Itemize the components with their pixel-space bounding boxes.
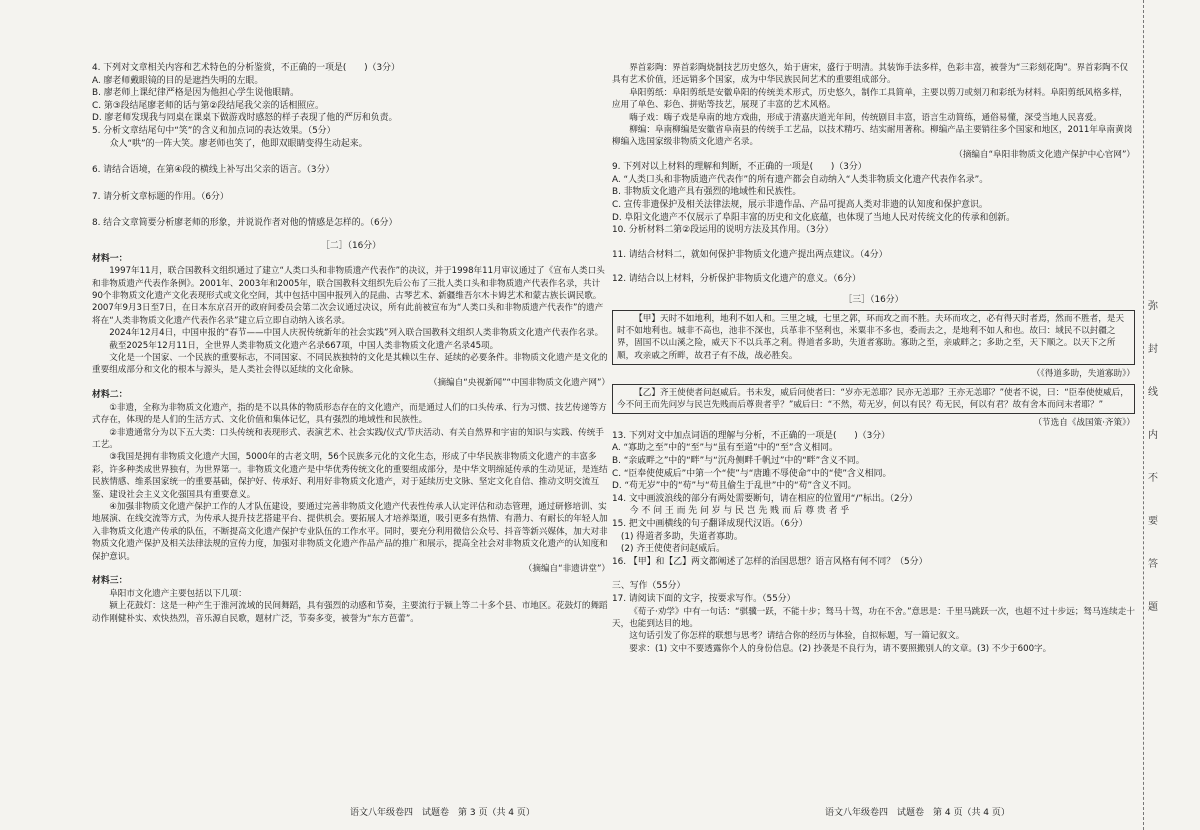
binding-label [1148, 285, 1162, 629]
material-1-title: 材料一： [92, 253, 128, 264]
question-4-stem: 4. 下列对文章相关内容和艺术特色的分析鉴赏，不正确的一项是( )（3分） [92, 63, 400, 73]
material-3-title: 材料三： [92, 576, 128, 587]
binding-char: 题 [1148, 602, 1158, 613]
question-17-quote: 《荀子·劝学》中有一句话：“骐骥一跃，不能十步；驽马十驾，功在不舍。”意思是：千里马跳跃一次，也超不过十步远；驽马连续走十天，也能到达目的地。 [612, 606, 1135, 629]
section-2-title: ［二］（16分） [320, 240, 382, 251]
option-c: C. 宣传非遗保护及相关法律法规，展示非遗作品、产品可提高人类对非遗的认知度和保护意识。 [612, 200, 988, 211]
option-d: D. 廖老师发现我与同桌在课桌下做游戏时感怒的样子表现了他的严厉和负责。 [92, 113, 398, 124]
option-a: A. “寡助之至”中的“至”与“虽有至道”中的“至”含义相同。 [612, 443, 838, 454]
question-15-item: (2) 齐王使使者问赵威后。 [620, 544, 726, 555]
material-3-para: 颍上花鼓灯：这是一种产生于淮河流域的民间舞蹈，具有强烈的动感和节奏，主要流行于颍上等二十多个县、市地区。花鼓灯的舞蹈动作刚健朴实、欢快热烈，音乐源自民歌，题材广泛，节奏多变，被誉为“东方芭蕾”。 [92, 601, 608, 624]
material-1-para: 2024年12月4日，中国申报的“春节——中国人庆祝传统新年的社会实践”列入联合国教科文组织人类非物质文化遗产代表作名录。 [109, 328, 604, 339]
binding-line [1143, 0, 1145, 830]
question-15-stem: 15. 把文中画横线的句子翻译成现代汉语。（6分） [612, 519, 808, 529]
option-b: B. “亲戚畔之”中的“畔”与“沉舟侧畔千帆过”中的“畔”含义不同。 [612, 456, 865, 467]
option-b: B. 廖老师上课纪律严格是因为他担心学生说他眼睛。 [92, 88, 299, 99]
question-12: 12. 请结合以上材料，分析保护非物质文化遗产的意义。（6分） [612, 274, 861, 285]
material-1-source: （摘编自“央视新闻”“中国非物质文化遗产网”） [428, 377, 610, 388]
question-16: 16. 【甲】和【乙】两文都阐述了怎样的治国思想？语言风格有何不同？（5分） [612, 556, 928, 567]
question-5-text: 众人“哄”的一阵大笑。廖老师也笑了，他即双眼睛变得生动起来。 [109, 138, 368, 149]
material-2-para: ①非遗，全称为非物质文化遗产，指的是不以具体的物质形态存在的文化遗产，而是通过人们的口头传承、行为习惯、技艺传递等方式存在，体现的是人们的生活方式、文化价值和集体记忆，具有强烈的地域性和民族性。 [92, 402, 607, 426]
text-jia-source: （《得道多助，失道寡助》） [1031, 369, 1135, 380]
material-3-para: 阜阳市文化遗产主要包括以下几项： [109, 589, 247, 600]
writing-section-title: 三、写作（55分） [612, 581, 686, 592]
material-3-para: 嗨子戏：嗨子戏是阜南的地方戏曲，形成于清嘉庆道光年间，传统剧目丰富，语言生动简练，通俗易懂，深受当地人民喜爱。 [629, 112, 1102, 123]
section-3-title: ［三］（16分） [843, 295, 904, 305]
question-10: 10. 分析材料二第②段运用的说明方法及其作用。（3分） [612, 225, 834, 236]
left-footer: 语文八年级卷四 试题卷 第 3 页（共 4 页） [350, 808, 535, 818]
text-jia: 【甲】天时不如地利，地利不如人和。三里之城，七里之郭，环而攻之而不胜。夫环而攻之，必有得天时者焉，然而不胜者，是天时不如地利也。城非不高也，池非不深也，兵革非不坚利也，米粟非不多也，委而去之，是地利不如人和也。故曰：域民不以封疆之界，固国不以山溪之险，威天下不以兵革之利。得道者多助，失道者寡助。寡助之至，亲戚畔之；多助之至，天下顺之。以天下之所顺，攻亲戚之所畔，故君子有不战，战必胜矣。 [617, 313, 1125, 361]
material-3-para: 柳编：阜南柳编是安徽省阜南县的传统手工艺品，以技术精巧、结实耐用著称。柳编产品主要销往多个国家和地区，2011年阜南黄岗柳编入选国家级非物质文化遗产名录。 [612, 125, 1133, 148]
question-5-stem: 5. 分析文章结尾句中“笑”的含义和加点词的表达效果。（5分） [92, 125, 336, 136]
question-15-item: (1) 得道者多助，失道者寡助。 [620, 531, 743, 542]
option-d: D. 阜阳文化遗产不仅展示了阜阳丰富的历史和文化底蕴，也体现了当地人民对传统文化的传承和创新。 [612, 212, 1015, 223]
option-d: D. “苟无岁”中的“苟”与“苟且偷生于乱世”中的“苟”含义不同。 [612, 481, 857, 492]
option-c: C. 第③段结尾廖老师的话与第②段结尾我父亲的话相照应。 [92, 100, 324, 111]
question-17-stem: 17. 请阅读下面的文字，按要求写作。（55分） [612, 593, 796, 604]
question-13-stem: 13. 下列对文中加点词语的理解与分析，不正确的一项是( )（3分） [612, 430, 891, 441]
option-a: A. “人类口头和非物质遗产代表作”的所有遗产都会自动纳入“人类非物质文化遗产代表作名录”。 [612, 174, 989, 185]
left-page [92, 62, 610, 830]
material-2-source: （摘编自“非遗讲堂”） [523, 564, 610, 575]
question-17-requirements: 要求：(1) 文中不要透露你个人的身份信息。(2) 抄袭是不良行为，请不要照搬别人的文章。(3) 不少于600字。 [629, 643, 1052, 654]
option-b: B. 非物质文化遗产具有强烈的地域性和民族性。 [612, 187, 802, 198]
right-page [612, 62, 1135, 830]
binding-char: 内 [1148, 430, 1158, 441]
question-6: 6. 请结合语境，在第④段的横线上补写出父亲的语言。（3分） [92, 165, 335, 176]
question-14-text: 今 不 问 王 而 先 问 岁 与 民 岂 先 贱 而 后 尊 贵 者 乎 [629, 506, 850, 517]
option-c: C. “臣奉使使威后”中第一个“使”与“唐雎不辱使命”中的“使”含义相同。 [612, 468, 892, 479]
question-17-prompt: 这句话引发了你怎样的联想与思考？请结合你的经历与体验，自拟标题，写一篇记叙文。 [629, 631, 965, 642]
text-yi-source: （节选自《战国策·齐策》） [1033, 418, 1135, 429]
binding-char: 弥 [1148, 301, 1158, 312]
text-jia-box [612, 310, 1135, 366]
option-a: A. 廖老师戴眼镜的目的是遮挡失明的左眼。 [92, 75, 264, 86]
material-2-title: 材料二： [92, 390, 128, 401]
material-1-para: 1997年11月，联合国教科文组织通过了建立“人类口头和非物质遗产代表作”的决议，并于1998年11月审议通过了《宣布人类口头和非物质遗产代表作条例》。2001年、2003年和2005年，联合国教科文组织先后公布了三批人类口头和非物质遗产代表作名录，共计90个非物质文化遗产文化表现形式或文化空间，其中包括中国申报列入的昆曲、古琴艺术、新疆维吾尔木卡姆艺术和蒙古族长调民歌。2007年9月3日至7日，在日本东京召开的政府间委员会第二次会议通过决议，所有此前被宣布为“人类口头和非物质遗产代表作”的遗产将在“人类非物质文化遗产代表作名录”建立后立即自动纳入该名录。 [92, 266, 605, 326]
material-3-para: 界首彩陶：界首彩陶烧制技艺历史悠久，始于唐宋，盛行于明清。其装饰手法多样，色彩丰富，被誉为“三彩刻花陶”。界首彩陶不仅具有艺术价值，还远销多个国家，成为中华民族民间艺术的重要组成部分。 [612, 63, 1128, 86]
material-2-para: ②非遗通常分为以下五大类：口头传统和表现形式、表演艺术、社会实践/仪式/节庆活动、有关自然界和宇宙的知识与实践、传统手工艺。 [92, 427, 604, 450]
material-2-para: ④加强非物质文化遗产保护工作的人才队伍建设，要通过完善非物质文化遗产代表性传承人认定评估和动态管理，通过研修培训、实地展演、在线交流等方式，为传承人提升技艺搭建平台、提供机会。要拓展人才培养渠道，吸引更多有热情、有潜力、有耐长的年轻人加入非物质文化遗产传承的队伍，不断提高文化遗产保护专业队伍的工作水平。同时，要充分利用微信公众号、抖音等新兴媒体，加大对非物质文化遗产保护及相关法律法规的宣传力度，加强对非物质文化遗产作品产品的推广和展示，提高全社会对非物质文化遗产的认知度和保护意识。 [92, 502, 608, 562]
binding-char: 答 [1148, 559, 1158, 570]
text-yi: 【乙】齐王使使者问赵威后。书未发，威后问使者曰：“岁亦无恙耶？民亦无恙耶？王亦无恙耶？”使者不说，曰：“臣奉使使威后，今不问王而先问岁与民岂先贱而后尊贵者乎？”威后曰：“不然，苟无岁，何以有民？苟无民，何以有君？故有舍本而问末者耶？” [617, 387, 1129, 411]
binding-char: 不 [1148, 473, 1158, 484]
material-2-para: ③我国是拥有非物质文化遗产大国，5000年的古老文明，56个民族多元化的文化生态，形成了中华民族非物质文化遗产的丰富多彩，许多种类成世界独有，为世界第一。非物质文化遗产是中华优秀传统文化的重要组成部分，是中华文明绵延传承的生动见证，是连结民族情感、维系国家统一的重要基础，保护好、传承好、利用好非物质文化遗产，对于延续历史文脉、坚定文化自信、推动文明交流互鉴、建设社会主义文化强国具有重要意义。 [92, 452, 608, 500]
question-8: 8. 结合文章简要分析廖老师的形象，并说说作者对他的情感是怎样的。（6分） [92, 218, 398, 229]
question-9-stem: 9. 下列对以上材料的理解和判断，不正确的一项是( )（3分） [612, 162, 867, 173]
right-footer: 语文八年级卷四 试题卷 第 4 页（共 4 页） [825, 808, 1010, 818]
question-11: 11. 请结合材料二，就如何保护非物质文化遗产提出两点建议。（4分） [612, 249, 888, 260]
binding-char: 封 [1148, 344, 1158, 355]
material-3-source: （摘编自“阜阳非物质文化遗产保护中心官网”） [954, 149, 1135, 160]
question-14-stem: 14. 文中画波浪线的部分有两处需要断句，请在相应的位置用“/”标出。（2分） [612, 493, 918, 504]
text-yi-box [612, 384, 1135, 415]
binding-char: 要 [1148, 516, 1158, 527]
material-1-para: 文化是一个国家、一个民族的重要标志，不同国家、不同民族独特的文化是其赖以生存、延续的必要条件。非物质文化遗产是文化的重要组成部分和文化的根本与源头，是人类社会得以延续的文化命脉。 [92, 352, 608, 376]
question-7: 7. 请分析文章标题的作用。（6分） [92, 191, 229, 202]
material-3-para: 阜阳剪纸：阜阳剪纸是安徽阜阳的传统美术形式，历史悠久，制作工具简单，主要以剪刀或刻刀和彩纸为材料。阜阳剪纸风格多样，应用了单色、彩色、拼贴等技艺，展现了丰富的艺术风格。 [612, 87, 1128, 111]
binding-char: 线 [1148, 387, 1158, 398]
material-1-para: 截至2025年12月11日，全世界人类非物质文化遗产名录667项，中国人类非物质文化遗产名录45项。 [109, 340, 499, 351]
